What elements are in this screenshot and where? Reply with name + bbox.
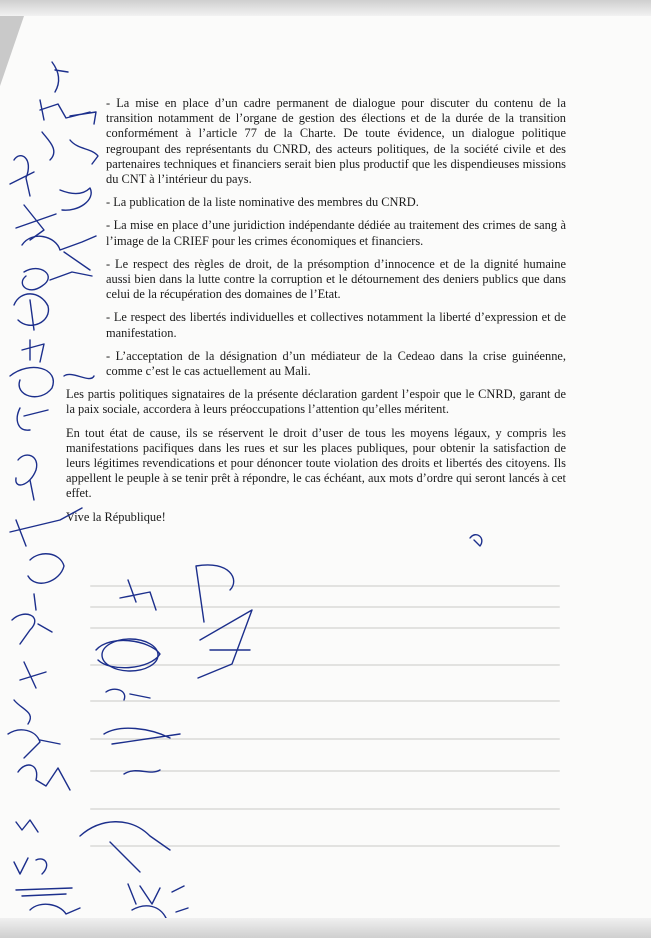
signature — [22, 340, 44, 362]
demand-rule-of-law: - Le respect des règles de droit, de la présomption d’innocence et de la dignité humaine aussi bien dans la lutte contre la corruption et le détournement des deniers publics que dans celui de la récupération des domaines de l’Etat. — [106, 256, 566, 302]
signature — [22, 269, 92, 290]
signature — [22, 236, 96, 270]
signature — [8, 730, 60, 758]
signature — [10, 156, 34, 196]
paragraph-hope: Les partis politiques signataires de la présente déclaration gardent l’espoir que le CNRD, garant de la paix sociale, accordera à leurs préoccupations l’attention qu’elles méritent. — [66, 387, 566, 417]
signature — [16, 820, 38, 832]
signature — [16, 888, 72, 896]
signature — [80, 822, 170, 872]
signature — [28, 554, 64, 610]
signature — [40, 100, 96, 124]
signature — [17, 408, 48, 430]
signature — [18, 765, 70, 790]
scan-bottom-edge — [0, 918, 651, 938]
signature — [104, 728, 180, 744]
demand-dialogue: - La mise en place d’un cadre permanent de dialogue pour discuter du contenu de la transition notamment de l’organe de gestion des élections et de la durée de la transition conformément à l’article 77 de la Charte. De toute évidence, un dialogue politique regroupant des représentants du CNRD, des acteurs politiques, de la société civile et des partenaires techniques et financiers serait bien plus productif que les dispendieuses missions du CNT à l’intérieur du pays. — [106, 96, 566, 187]
signature — [128, 884, 184, 904]
closing-line: Vive la République! — [66, 509, 166, 524]
signature — [196, 565, 234, 622]
signature — [12, 614, 52, 644]
signature — [10, 367, 94, 396]
signature — [14, 294, 48, 330]
paragraph-rights: En tout état de cause, ils se réservent le droit d’user de tous les moyens légaux, y compris les manifestations pacifiques dans les rues et sur les places publiques, pour obtenir la satisfaction de leurs légitimes revendications et pour dénoncer toute violation des droits et libertés des citoyens. Ils appellent le peuple à se tenir prêt à répondre, le cas échéant, aux mots d’ordre qui seront lancés à cet effet. — [66, 425, 566, 501]
signature — [14, 858, 47, 874]
signature — [16, 205, 56, 240]
signature — [124, 770, 160, 774]
demand-mediator: - L’acceptation de la désignation d’un médiateur de la Cedeao dans la crise guinéenne, comme c’est le cas actuellement au Mali. — [106, 348, 566, 379]
demand-jurisdiction: - La mise en place d’une juridiction indépendante dédiée au traitement des crimes de sang à l’image de la CRIEF pour les crimes économiques et financiers. — [106, 218, 566, 248]
signature — [60, 188, 91, 210]
signature — [52, 62, 68, 92]
signature — [198, 610, 252, 678]
signature — [10, 508, 82, 546]
signature — [470, 535, 482, 546]
signature — [132, 906, 188, 918]
signature — [42, 132, 98, 164]
signature — [16, 455, 37, 500]
signature — [120, 580, 156, 610]
signature — [20, 662, 46, 688]
signature — [30, 904, 80, 914]
signature — [106, 689, 150, 700]
demand-member-list: - La publication de la liste nominative des membres du CNRD. — [106, 195, 419, 210]
signature — [102, 639, 158, 671]
demand-liberties: - Le respect des libertés individuelles et collectives notamment la liberté d’expression et de manifestation. — [106, 310, 566, 340]
signature — [14, 700, 30, 724]
